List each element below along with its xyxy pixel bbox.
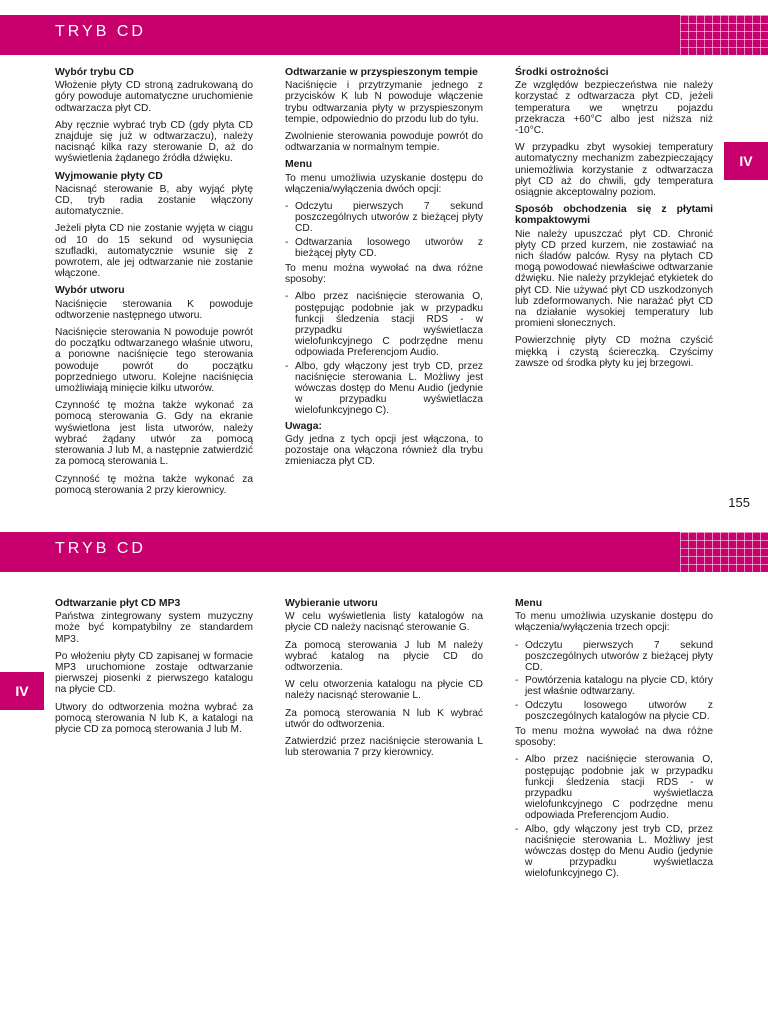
paragraph: Państwa zintegrowany system muzyczny może być kompatybilny ze standardem MP3. — [55, 611, 253, 645]
decorative-grid — [680, 15, 768, 55]
paragraph: To menu umożliwia uzyskanie dostępu do włączenia/wyłączenia dwóch opcji: — [285, 172, 483, 195]
paragraph: Jeżeli płyta CD nie zostanie wyjęta w ciągu od 10 do 15 sekund od wysunięcia szufladki, automatycznie wsunie się z powrotem, ale jej odtwarzanie nie zostanie włączone. — [55, 223, 253, 280]
bullet-list — [515, 640, 713, 722]
paragraph: Nie należy upuszczać płyt CD. Chronić płyty CD przed kurzem, nie zostawiać na nich śladów palców. Rysy na płytach CD mogą powodować niewłaściwe odtwarzanie dźwięku. Nie należy przyklejać etykietek do płyt CD. Nie używać płyt CD uszkodzonych lub zdeformowanych. Nie narażać płyt CD na działanie wysokiej temperatury lub promieni słonecznych. — [515, 228, 713, 330]
paragraph: Po włożeniu płyty CD zapisanej w formacie MP3 uruchomione zostaje odtwarzanie pierwszej piosenki z pierwszego katalogu na płycie CD. — [55, 650, 253, 696]
paragraph: Włożenie płyty CD stroną zadrukowaną do góry powoduje automatyczne uruchomienie odtwarzacza płyt CD. — [55, 80, 253, 114]
section-heading: Odtwarzanie w przyspieszonym tempie — [285, 67, 478, 78]
page-title: TRYB CD — [55, 540, 146, 557]
bullet-list — [515, 754, 713, 879]
section-heading: Menu — [285, 159, 313, 171]
section-heading: Odtwarzanie płyt CD MP3 — [55, 598, 181, 609]
paragraph: Zwolnienie sterowania powoduje powrót do odtwarzania w normalnym tempie. — [285, 131, 483, 154]
header-band — [0, 15, 768, 55]
bullet-list — [285, 201, 483, 259]
section-tab: IV — [0, 672, 44, 710]
paragraph: Ze względów bezpieczeństwa nie należy korzystać z odtwarzacza płyt CD, jeżeli temperatura we wnętrzu pojazdu przekracza +60°C albo jest niższa niż -10°C. — [515, 80, 713, 137]
paragraph: To menu można wywołać na dwa różne sposoby: — [285, 263, 483, 286]
section-heading: Wybór trybu CD — [55, 67, 134, 78]
paragraph: W celu wyświetlenia listy katalogów na płycie CD należy nacisnąć sterowanie G. — [285, 611, 483, 634]
paragraph: Czynność tę można także wykonać za pomocą sterowania 2 przy kierownicy. — [55, 473, 253, 496]
paragraph: Nacisnąć sterowanie B, aby wyjąć płytę CD, tryb radia zostanie włączony automatycznie. — [55, 183, 253, 218]
column-1 — [55, 67, 253, 502]
list-item: - Odczytu pierwszych 7 sekund poszczególnych utworów z bieżącej płyty CD. — [285, 201, 483, 235]
list-item: - Powtórzenia katalogu na płycie CD, który jest właśnie odtwarzany. — [515, 675, 713, 697]
paragraph: Za pomocą sterowania N lub K wybrać utwór do odtworzenia. — [285, 707, 483, 730]
paragraph: Czynność tę można także wykonać za pomocą sterowania G. Gdy na ekranie wyświetlona jest lista utworów, należy wybrać żądany utwór za pomocą sterowania J lub M, a następnie zatwierdzić za pomocą sterowania L. — [55, 400, 253, 468]
page-number: 155 — [728, 495, 750, 510]
list-item: - Odtwarzania losowego utworów z bieżącej płyty CD. — [285, 237, 483, 259]
column-1 — [55, 598, 253, 741]
paragraph: Gdy jedna z tych opcji jest włączona, to pozostaje ona włączona również dla trybu zmieniacza płyt CD. — [285, 433, 483, 468]
paragraph: Zatwierdzić przez naciśnięcie sterowania L lub sterowania 7 przy kierownicy. — [285, 736, 483, 759]
bullet-list — [285, 291, 483, 416]
list-item: - Albo przez naciśnięcie sterowania O, postępując podobnie jak w przypadku funkcji śledzenia stacji RDS - w przypadku wyświetlacza wielofunkcyjnego C podrzędne menu odpowiada Preferencjom Audio. — [285, 291, 483, 358]
list-item: - Albo, gdy włączony jest tryb CD, przez naciśnięcie sterowania L. Możliwy jest wówczas dostęp do Menu Audio (jedynie w przypadku wyświetlacza wielofunkcyjnego C). — [285, 361, 483, 417]
paragraph: Powierzchnię płyty CD można czyścić miękką i czystą ściereczką. Czyścimy zawsze od środka płyty ku jej brzegowi. — [515, 335, 713, 369]
paragraph: W celu otworzenia katalogu na płycie CD należy nacisnąć sterowanie L. — [285, 679, 483, 702]
paragraph: Naciśnięcie sterowania N powoduje powrót do początku odtwarzanego właśnie utworu, a ponowne naciśnięcie tego sterowania powoduje powrót do początku poprzedniego utworu. Kolejne naciśnięcia umożliwiają minięcie kilku utworów. — [55, 327, 253, 395]
section-heading: Uwaga: — [285, 420, 322, 432]
column-2 — [285, 67, 483, 474]
page-title: TRYB CD — [55, 23, 146, 40]
section-heading: Środki ostrożności — [515, 67, 609, 78]
paragraph: To menu umożliwia uzyskanie dostępu do włączenia/wyłączenia trzech opcji: — [515, 611, 713, 634]
list-item: - Odczytu pierwszych 7 sekund poszczególnych utworów z bieżącej płyty CD. — [515, 640, 713, 674]
section-tab: IV — [724, 142, 768, 180]
list-item: - Albo przez naciśnięcie sterowania O, postępując podobnie jak w przypadku funkcji śledzenia stacji RDS - w przypadku wyświetlacza wielofunkcyjnego C podrzędne menu odpowiada Preferencjom Audio. — [515, 754, 713, 821]
column-2 — [285, 598, 483, 764]
section-heading: Menu — [515, 598, 543, 609]
section-heading: Wyjmowanie płyty CD — [55, 170, 163, 182]
column-3 — [515, 598, 713, 884]
column-3 — [515, 67, 713, 375]
paragraph: Naciśnięcie sterowania K powoduje odtworzenie następnego utworu. — [55, 298, 253, 321]
header-band — [0, 532, 768, 572]
paragraph: Naciśnięcie i przytrzymanie jednego z przycisków K lub N powoduje włączenie trybu odtwarzania płyty w przyspieszonym tempie, odpowiednio do przodu lub do tyłu. — [285, 80, 483, 125]
page-156 — [0, 512, 768, 1024]
list-item: - Albo, gdy włączony jest tryb CD, przez naciśnięcie sterowania L. Możliwy jest wówczas dostęp do Menu Audio (jedynie w przypadku wyświetlacza wielofunkcyjnego C). — [515, 824, 713, 880]
paragraph: Za pomocą sterowania J lub M należy wybrać katalog na płycie CD do odtworzenia. — [285, 639, 483, 674]
paragraph: To menu można wywołać na dwa różne sposoby: — [515, 726, 713, 749]
paragraph: Aby ręcznie wybrać tryb CD (gdy płyta CD znajduje się już w odtwarzaczu), należy nacisnąć kilka razy sterowanie D, aż do wyświetlenia żądanego źródła dźwięku. — [55, 119, 253, 165]
section-heading: Sposób obchodzenia się z płytami kompaktowymi — [515, 204, 713, 227]
list-item: - Odczytu losowego utworów z poszczególnych katalogów na płycie CD. — [515, 700, 713, 722]
decorative-grid — [680, 532, 768, 572]
paragraph: Utwory do odtworzenia można wybrać za pomocą sterowania N lub K, a katalogi na płycie CD za pomocą sterowania J lub M. — [55, 701, 253, 736]
section-heading: Wybieranie utworu — [285, 598, 378, 609]
section-heading: Wybór utworu — [55, 285, 125, 297]
paragraph: W przypadku zbyt wysokiej temperatury automatyczny mechanizm zabezpieczający uniemożliwia korzystanie z odtwarzacza płyt CD aż do chwili, gdy temperatura osiągnie akceptowalny poziom. — [515, 142, 713, 199]
